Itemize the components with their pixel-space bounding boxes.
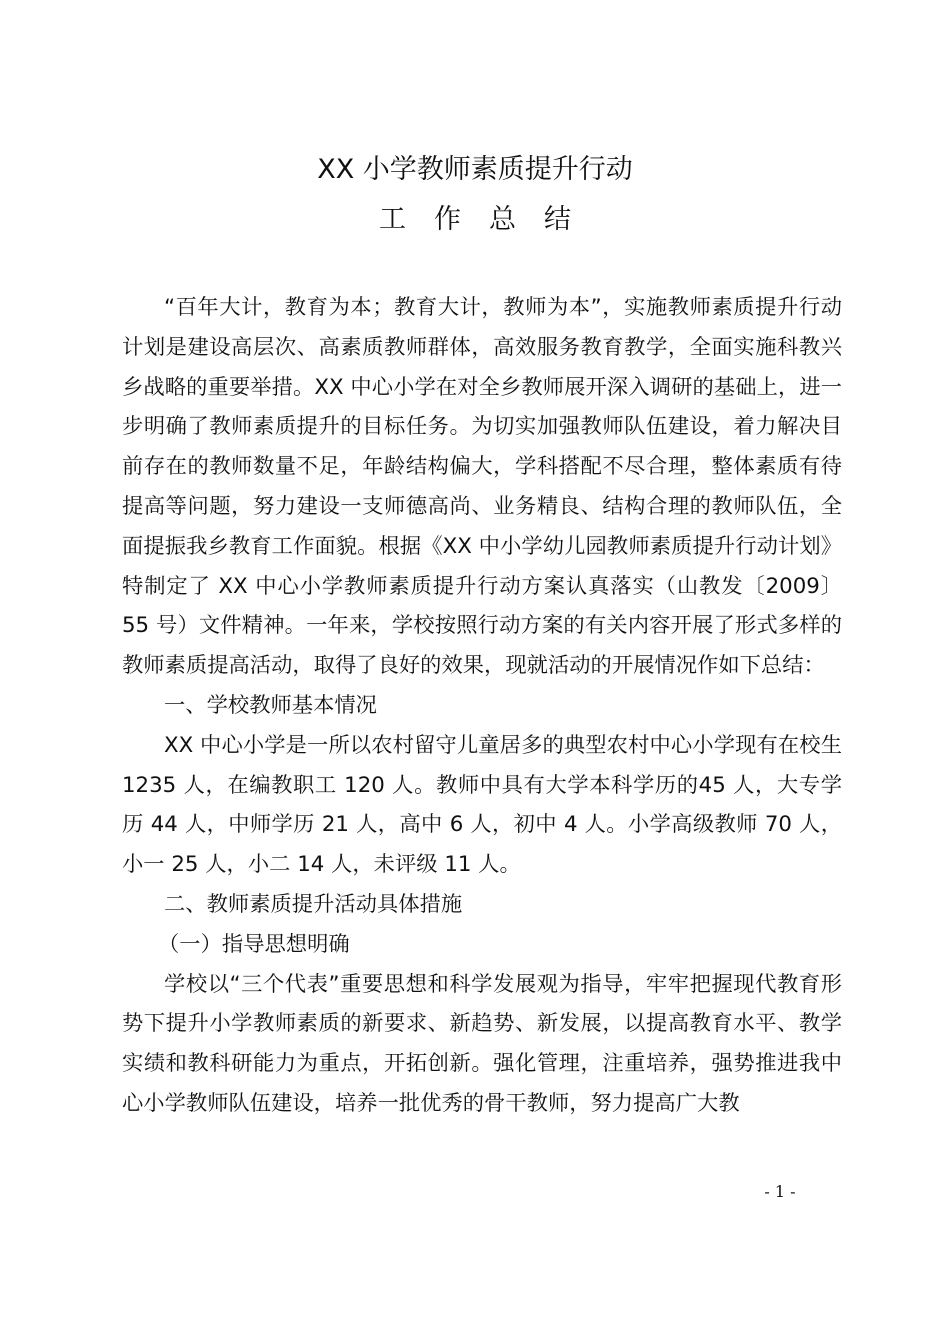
document-body bbox=[122, 288, 842, 1124]
paragraph-guiding-ideology: 学校以“三个代表”重要思想和科学发展观为指导，牢牢把握现代教育形势下提升小学教师素质的新要求、新趋势、新发展，以提高教育水平、教学实绩和教科研能力为重点，开拓创新。强化管理，注重培养，强势推进我中心小学教师队伍建设，培养一批优秀的骨干教师，努力提高广大教 bbox=[122, 971, 842, 1116]
paragraph-intro: “百年大计，教育为本；教育大计，教师为本”，实施教师素质提升行动计划是建设高层次、高素质教师群体，高效服务教育教学，全面实施科教兴乡战略的重要举措。XX 中心小学在对全乡教师展开深入调研的基础上，进一步明确了教师素质提升的目标任务。为切实加强教师队伍建设，着力解决目前存在的教师数量不足，年龄结构偏大，学科搭配不尽合理，整体素质有待提高等问题，努力建设一支师德高尚、业务精良、结构合理的教师队伍，全面提振我乡教育工作面貌。根据《XX 中小学幼儿园教师素质提升行动计划》特制定了 XX 中心小学教师素质提升行动方案认真落实（山教发〔2009〕55 号）文件精神。一年来，学校按照行动方案的有关内容开展了形式多样的教师素质提高活动，取得了良好的效果，现就活动的开展情况作如下总结： bbox=[122, 295, 842, 679]
section-heading-2: 二、教师素质提升活动具体措施 bbox=[164, 891, 463, 917]
paragraph-basic-info: XX 中心小学是一所以农村留守儿童居多的典型农村中心小学现有在校生 1235 人，在编教职工 120 人。教师中具有大学本科学历的45 人，大专学历 44 人，中师学历 21 人，高中 6 人，初中 4 人。小学高级教师 70 人，小一 25 人，小二 14 人，未评级 11 人。 bbox=[122, 732, 842, 878]
section-heading-1: 一、学校教师基本情况 bbox=[164, 692, 377, 718]
document-title: XX 小学教师素质提升行动 bbox=[317, 154, 633, 185]
subsection-heading-1: （一）指导思想明确 bbox=[158, 931, 350, 957]
document-subtitle: 工作总结 bbox=[379, 204, 599, 235]
page-number: - 1 - bbox=[764, 1182, 796, 1201]
